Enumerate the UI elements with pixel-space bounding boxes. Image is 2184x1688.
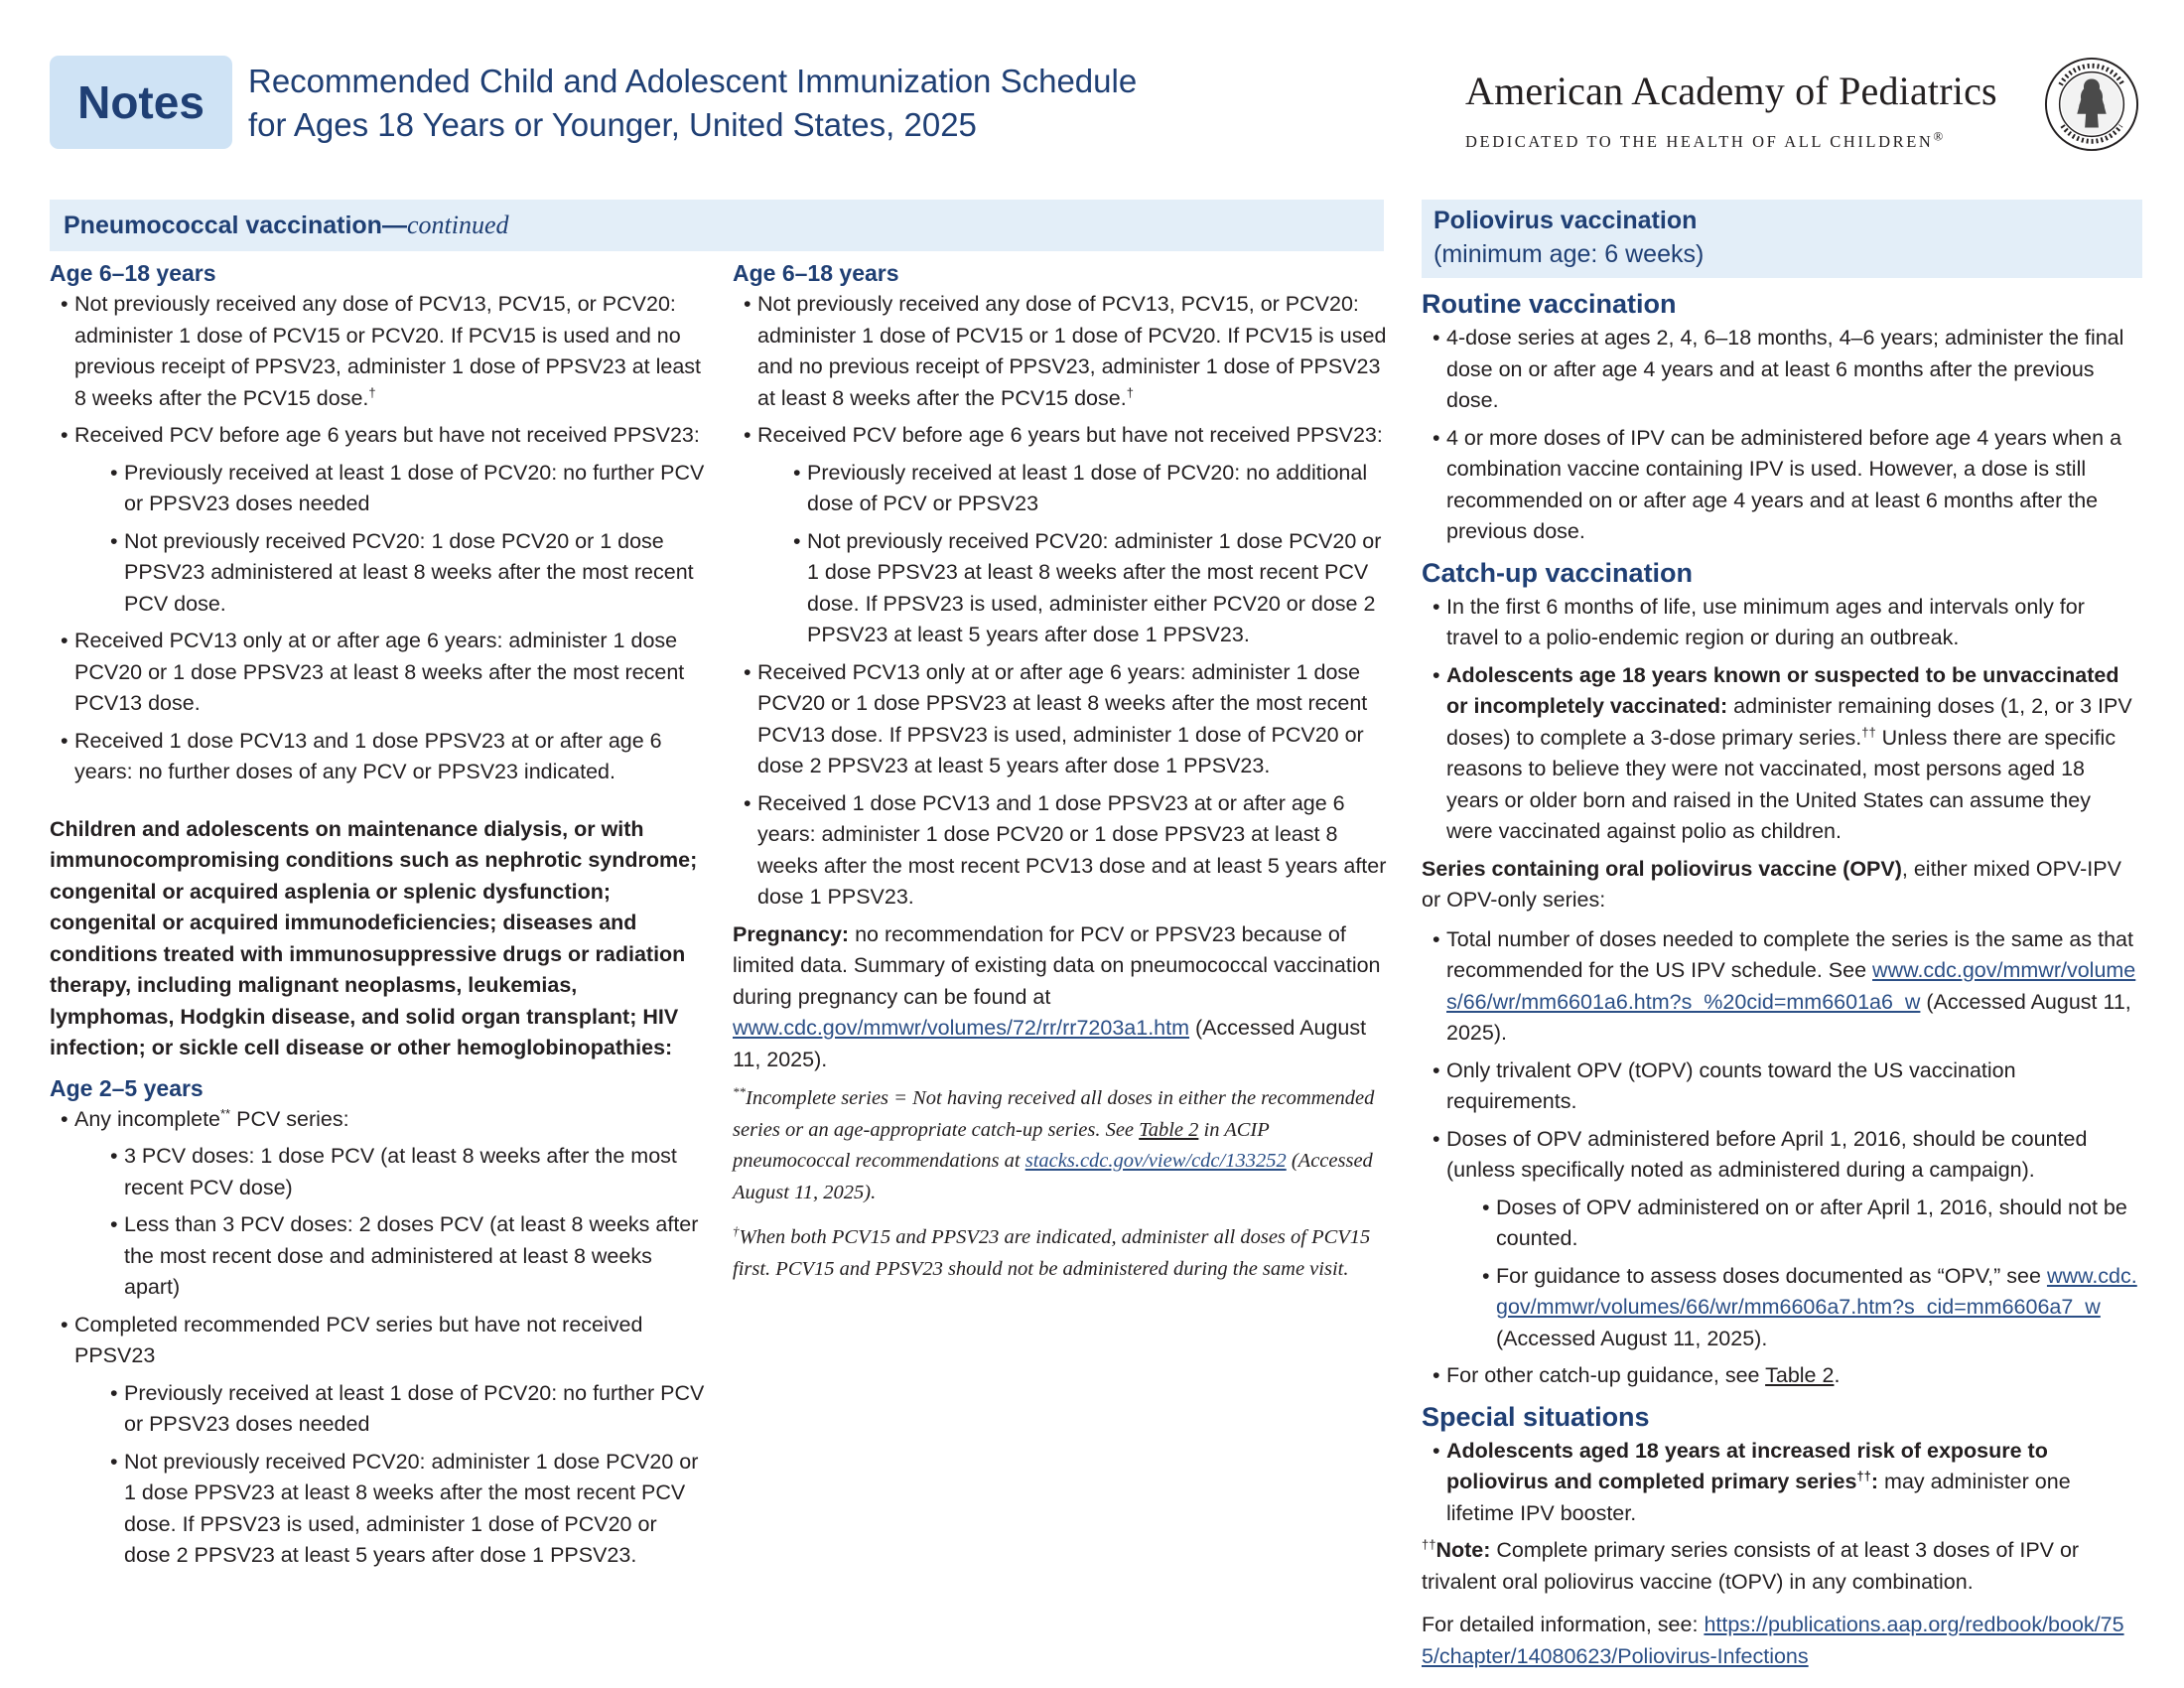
bullet-list (50, 289, 705, 788)
subheading-routine-vaccination: Routine vaccination (1422, 289, 1677, 319)
list-item: • Not previously received PCV20: 1 dose PCV20 or 1 dose PPSV23 administered at least 8 weeks after the most recent PCV dose. (74, 526, 705, 621)
redbook-poliovirus-link[interactable]: https://publications.aap.org/redbook/book/755/chapter/14080623/Poliovirus-Infections (1422, 1613, 2124, 1668)
list-item: • Not previously received any dose of PCV13, PCV15, or PCV20: administer 1 dose of PCV15 or PCV20. If PCV15 is used and no previous receipt of PPSV23, administer 1 dose of PPSV23 at least 8 weeks after the PCV15 dose.† (50, 289, 705, 414)
list-item: • Only trivalent OPV (tOPV) counts toward the US vaccination requirements. (1422, 1055, 2141, 1118)
primary-series-note: ††Note: Complete primary series consists of at least 3 doses of IPV or trivalent oral poliovirus vaccine (tOPV) in any combination. (1422, 1536, 2080, 1594)
org-name: American Academy of Pediatrics (1465, 69, 1997, 113)
notes-badge: Notes (50, 56, 232, 149)
polio-column (1422, 281, 2141, 1680)
list-item: • Previously received at least 1 dose of PCV20: no further PCV or PPSV23 doses needed (74, 458, 705, 520)
subheading-age-6-18: Age 6–18 years (50, 260, 216, 286)
list-item: • Not previously received PCV20: administer 1 dose PCV20 or 1 dose PPSV23 at least 8 weeks after the most recent PCV dose. If PPSV23 is used, administer 1 dose of PCV20 or dose 2 PPSV23 at least 5 years after dose 1 PPSV23. (74, 1447, 705, 1572)
opv-series-paragraph: Series containing oral poliovirus vaccine (OPV), either mixed OPV-IPV or OPV-only series: (1422, 856, 2121, 912)
page-title (248, 60, 1241, 147)
org-tagline: DEDICATED TO THE HEALTH OF ALL CHILDREN® (1465, 128, 1946, 151)
title-line-1: Recommended Child and Adolescent Immunization Schedule (248, 63, 1138, 99)
list-item: • In the first 6 months of life, use minimum ages and intervals only for travel to a polio-endemic region or during an outbreak. (1422, 592, 2141, 654)
title-line-2: for Ages 18 Years or Younger, United States, 2025 (248, 106, 977, 143)
list-item: • Not previously received PCV20: administer 1 dose PCV20 or 1 dose PPSV23 at least 8 weeks after the most recent PCV dose. If PPSV23 is used, administer either PCV20 or dose 2 PPSV23 at least 5 years after dose 1 PPSV23. (757, 526, 1388, 651)
list-item: • 4-dose series at ages 2, 4, 6–18 months, 4–6 years; administer the final dose on or after age 4 years and at least 6 months after the previous dose. (1422, 323, 2141, 417)
acip-stacks-link[interactable]: stacks.cdc.gov/view/cdc/133252 (1024, 1150, 1287, 1172)
footnote-incomplete-series: **Incomplete series = Not having received all doses in either the recommended series or an age-appropriate catch-up series. See Table 2 in ACIP pneumococcal recommendations at stacks.cdc.gov/view/cdc/133252 (Accessed August 11, 2025). (733, 1084, 1375, 1203)
subheading-catch-up-vaccination: Catch-up vaccination (1422, 557, 1694, 588)
list-item: • 4 or more doses of IPV can be administered before age 4 years when a combination vaccine containing IPV is used. However, a dose is still recommended on or after age 4 years and at least 6 months after the previous dose. (1422, 423, 2141, 548)
list-item: • For guidance to assess doses documented as “OPV,” see www.cdc.gov/mmwr/volumes/66/wr/mm6606a7.htm?s_cid=mm6606a7_w (Accessed August 11, 2025). (1446, 1261, 2141, 1355)
subheading-age-6-18: Age 6–18 years (733, 260, 899, 286)
bullet-list (50, 1104, 705, 1572)
list-item: • Completed recommended PCV series but have not received PPSV23 • Previously received at least 1 dose of PCV20: no further PCV or PPSV23 doses needed • Not previously received PCV20: administer 1 dose PCV20 or 1 dose PPSV23 at least 8 weeks after the most recent PCV dose. If PPSV23 is used, administer 1 dose of PCV20 or dose 2 PPSV23 at least 5 years after dose 1 PPSV23. (50, 1310, 705, 1572)
list-item: • Adolescents aged 18 years at increased risk of exposure to poliovirus and completed primary series††: may administer one lifetime IPV booster. (1422, 1436, 2141, 1530)
list-item: • Total number of doses needed to complete the series is the same as that recommended for the US IPV schedule. See www.cdc.gov/mmwr/volumes/66/wr/mm6601a6.htm?s_%20cid=mm6601a6_w (Accessed August 11, 2025). (1422, 924, 2141, 1050)
section-band-poliovirus (1422, 200, 2142, 278)
list-item: • Received 1 dose PCV13 and 1 dose PPSV23 at or after age 6 years: no further doses of any PCV or PPSV23 indicated. (50, 726, 705, 788)
aap-seal-icon (2043, 56, 2140, 153)
list-item: • Not previously received any dose of PCV13, PCV15, or PCV20: administer 1 dose of PCV15 or 1 dose of PCV20. If PCV15 is used and no previous receipt of PPSV23, administer 1 dose of PPSV23 at least 8 weeks after the PCV15 dose.† (733, 289, 1388, 414)
footnote-pcv15-ppsv23: †When both PCV15 and PPSV23 are indicated, administer all doses of PCV15 first. PCV15 and PPSV23 should not be administered during the same visit. (733, 1223, 1371, 1280)
detailed-info-paragraph: For detailed information, see: https://publications.aap.org/redbook/book/755/chapter/14080623/Poliovirus-Infections (1422, 1613, 2124, 1668)
conditions-paragraph: Children and adolescents on maintenance dialysis, or with immunocompromising conditions such as nephrotic syndrome; congenital or acquired asplenia or splenic dysfunction; congenital or acquired immunodeficiencies; diseases and conditions treated with immunosuppressive drugs or radiation therapy, including malignant neoplasms, leukemias, lymphomas, Hodgkin disease, and solid organ transplant; HIV infection; or sickle cell disease or other hemoglobinopathies: (50, 816, 698, 1059)
section-title: Poliovirus vaccination (1433, 207, 1698, 234)
pneumo-column-2 (733, 257, 1388, 1285)
mmwr-pregnancy-link[interactable]: www.cdc.gov/mmwr/volumes/72/rr/rr7203a1.htm (733, 1016, 1190, 1040)
list-item: • Received PCV13 only at or after age 6 years: administer 1 dose PCV20 or 1 dose PPSV23 at least 8 weeks after the most recent PCV13 dose. If PPSV23 is used, administer 1 dose of PCV20 or dose 2 PPSV23 at least 5 years after dose 1 PPSV23. (733, 657, 1388, 782)
section-subtitle: (minimum age: 6 weeks) (1433, 240, 1705, 268)
pneumo-column-1 (50, 257, 705, 1578)
mmwr-mm6606a7-link[interactable]: www.cdc.gov/mmwr/volumes/66/wr/mm6606a7.htm?s_cid=mm6606a7_w (1496, 1263, 2137, 1319)
section-title: Pneumococcal vaccination— (64, 211, 407, 239)
bullet-list (1422, 1436, 2141, 1530)
mmwr-mm6601a6-link[interactable]: www.cdc.gov/mmwr/volumes/66/wr/mm6601a6.htm?s_%20cid=mm6601a6_w (1446, 958, 2136, 1014)
list-item: • Received PCV before age 6 years but have not received PPSV23: • Previously received at least 1 dose of PCV20: no additional dose of PCV or PPSV23 • Not previously received PCV20: administer 1 dose PCV20 or 1 dose PPSV23 at least 8 weeks after the most recent PCV dose. If PPSV23 is used, administer either PCV20 or dose 2 PPSV23 at least 5 years after dose 1 PPSV23. (733, 420, 1388, 651)
bullet-list (733, 289, 1388, 914)
table-2-link[interactable]: Table 2 (1765, 1363, 1835, 1387)
section-continued: continued (406, 211, 509, 239)
subheading-age-2-5: Age 2–5 years (50, 1074, 204, 1101)
list-item: • Received PCV13 only at or after age 6 years: administer 1 dose PCV20 or 1 dose PPSV23 at least 8 weeks after the most recent PCV13 dose. (50, 626, 705, 720)
table-2-link[interactable]: Table 2 (1139, 1118, 1199, 1141)
bullet-list (1422, 592, 2141, 848)
list-item: • Adolescents age 18 years known or suspected to be unvaccinated or incompletely vaccinated: administer remaining doses (1, 2, or 3 IPV doses) to complete a 3-dose primary series.†† Unless there are specific reasons to believe they were not vaccinated, most persons aged 18 years or older born and raised in the United States can assume they were vaccinated against polio as children. (1422, 660, 2141, 848)
list-item: • Previously received at least 1 dose of PCV20: no further PCV or PPSV23 doses needed (74, 1378, 705, 1441)
list-item: • 3 PCV doses: 1 dose PCV (at least 8 weeks after the most recent PCV dose) (74, 1141, 705, 1203)
list-item: • Doses of OPV administered before April 1, 2016, should be counted (unless specifically noted as administered during a campaign). • Doses of OPV administered on or after April 1, 2016, should not be counted. • For guidance to assess doses documented as “OPV,” see www.cdc.gov/mmwr/volumes/66/wr/mm6606a7.htm?s_cid=mm6606a7_w (Accessed August 11, 2025). (1422, 1124, 2141, 1355)
bullet-list (1422, 924, 2141, 1392)
list-item: • For other catch-up guidance, see Table 2. (1422, 1360, 2141, 1392)
bullet-list (1422, 323, 2141, 548)
list-item: • Received PCV before age 6 years but have not received PPSV23: • Previously received at least 1 dose of PCV20: no further PCV or PPSV23 doses needed • Not previously received PCV20: 1 dose PCV20 or 1 dose PPSV23 administered at least 8 weeks after the most recent PCV dose. (50, 420, 705, 620)
section-band-pneumococcal (50, 200, 1384, 251)
list-item: • Any incomplete** PCV series: • 3 PCV doses: 1 dose PCV (at least 8 weeks after the most recent PCV dose) • Less than 3 PCV doses: 2 doses PCV (at least 8 weeks after the most recent dose and administered at least 8 weeks apart) (50, 1104, 705, 1304)
list-item: • Doses of OPV administered on or after April 1, 2016, should not be counted. (1446, 1193, 2141, 1255)
list-item: • Previously received at least 1 dose of PCV20: no additional dose of PCV or PPSV23 (757, 458, 1388, 520)
subheading-special-situations: Special situations (1422, 1401, 1650, 1432)
svg-text:THE AMERICAN ACADEMY OF PEDIAT: THE AMERICAN ACADEMY OF PEDIATRICS (2092, 152, 2112, 153)
pregnancy-paragraph: Pregnancy: no recommendation for PCV or PPSV23 because of limited data. Summary of existing data on pneumococcal vaccination during pregnancy can be found at www.cdc.gov/mmwr/volumes/72/rr/rr7203a1.htm (Accessed August 11, 2025). (733, 921, 1381, 1071)
list-item: • Less than 3 PCV doses: 2 doses PCV (at least 8 weeks after the most recent dose and administered at least 8 weeks apart) (74, 1209, 705, 1304)
list-item: • Received 1 dose PCV13 and 1 dose PPSV23 at or after age 6 years: administer 1 dose PCV20 or 1 dose PPSV23 at least 8 weeks after the most recent PCV13 dose and at least 5 years after dose 1 PPSV23. (733, 788, 1388, 914)
